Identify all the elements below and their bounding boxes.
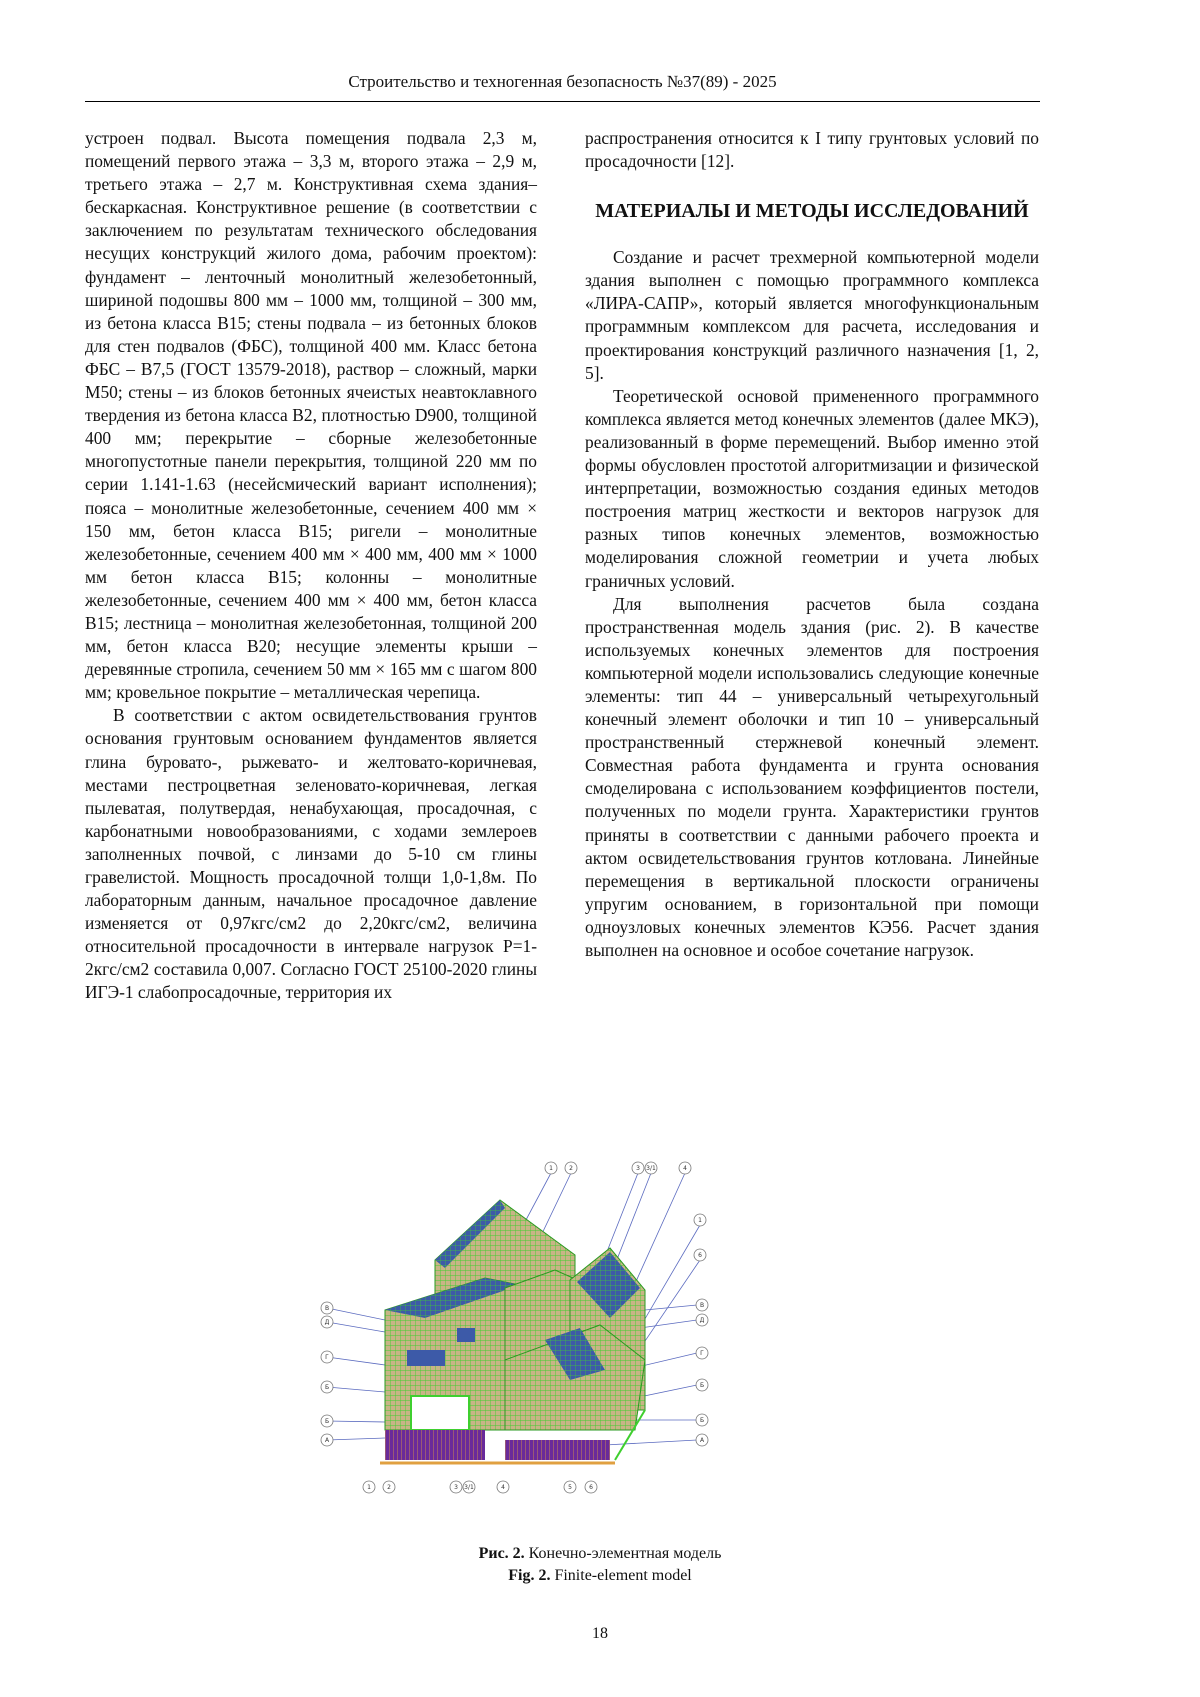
right-paragraph-2: Теоретической основой примененного программного комплекса является метод конечных элементов (далее МКЭ), реализованный в форме перемещений. Выбор именно этой формы обусловлен простотой алгоритмизации и физической интерпретации, возможностью создания единых методов построения матриц жесткости и векторов нагрузок для разных типов конечных элементов, возможностью моделирования сложной геометрии и учета любых граничных условий. bbox=[585, 385, 1039, 591]
axis-top-1: 1 bbox=[549, 1165, 553, 1172]
axis-bottom-6: 6 bbox=[589, 1484, 593, 1491]
left-paragraph-1: устроен подвал. Высота помещения подвала 2,3 м, помещений первого этажа – 3,3 м, второго этажа – 2,9 м, третьего этажа – 2,7 м. Конструктивная схема здания–бескаркасная. Конструктивное решение (в соответствии с заключением по результатам технического обследования несущих конструкций жилого дома, рабочим проектом): фундамент – ленточный монолитный железобетонный, шириной подошвы 800 мм – 1000 мм, толщиной – 300 мм, из бетона класса В15; стены подвала – из бетонных блоков для стен подвалов (ФБС), толщиной 400 мм. Класс бетона ФБС – В7,5 (ГОСТ 13579-2018), раствор – сложный, марки М50; стены – из блоков бетонных ячеистых неавтоклавного твердения из бетона класса В2, плотностью D900, толщиной 400 мм; перекрытие – сборные железобетонные многопустотные панели перекрытия, толщиной 220 мм по серии 1.141-1.63 (несейсмический вариант исполнения); пояса – монолитные железобетонные, сечением 400 мм × 150 мм, бетон класса В15; ригели – монолитные железобетонные, сечением 400 мм × 400 мм, 400 мм × 1000 мм бетон класса В15; колонны – монолитные железобетонные, сечением 400 мм × 400 мм, бетон класса В15; лестница – монолитная железобетонная, толщиной 200 мм, бетон класса В20; несущие элементы крыши – деревянные стропила, сечением 50 мм × 165 мм с шагом 800 мм; кровельное покрытие – металлическая черепица. bbox=[85, 128, 537, 703]
ground-floor-opening bbox=[411, 1396, 469, 1430]
axis-left-g: Г bbox=[325, 1354, 329, 1361]
axis-right-g: Г bbox=[700, 1350, 704, 1357]
axis-bottom-1: 1 bbox=[367, 1484, 371, 1491]
section-title: МАТЕРИАЛЫ И МЕТОДЫ ИССЛЕДОВАНИЙ bbox=[595, 200, 1029, 223]
axis-right-v: В bbox=[699, 1302, 705, 1309]
journal-header: Строительство и техногенная безопасность №37(89) - 2025 bbox=[348, 72, 777, 91]
axis-bottom-2: 2 bbox=[387, 1484, 391, 1491]
axis-right-d: Д bbox=[699, 1317, 705, 1324]
axis-bottom-4: 4 bbox=[501, 1484, 505, 1491]
caption-ru-text: Конечно-элементная модель bbox=[528, 1545, 722, 1562]
axis-top-4: 4 bbox=[683, 1165, 687, 1172]
axis-bottom-3-1: 3/1 bbox=[464, 1484, 474, 1491]
axis-top-3: 3 bbox=[636, 1165, 640, 1172]
window-middle bbox=[407, 1350, 445, 1366]
axis-left-a: А bbox=[324, 1437, 330, 1444]
caption-en-label: Fig. 2. bbox=[508, 1567, 551, 1584]
left-column bbox=[85, 127, 537, 1005]
window-upper bbox=[457, 1328, 475, 1342]
axis-bottom-3: 3 bbox=[454, 1484, 458, 1491]
right-paragraph-1: Создание и расчет трехмерной компьютерной модели здания выполнен с помощью программного комплекса «ЛИРА-САПР», который является многофункциональным программным комплексом для расчета, исследования и проектирования конструкций различного назначения [1, 2, 5]. bbox=[585, 247, 1039, 383]
axis-right-6: 6 bbox=[698, 1252, 702, 1259]
finite-element-model-figure bbox=[324, 1160, 775, 1520]
right-paragraph-3: Для выполнения расчетов была создана пространственная модель здания (рис. 2). В качестве используемых конечных элементов для построения компьютерной модели использовались следующие конечные элементы: тип 44 – универсальный четырехугольный конечный элемент оболочки и тип 10 – универсальный пространственный стержневой конечный элемент. Совместная работа фундамента и грунта основания смоделирована с использованием коэффициентов постели, полученных по модели грунта. Характеристики грунтов приняты в соответствии с данными рабочего проекта и актом освидетельствования грунтов котлована. Линейные перемещения в вертикальной плоскости ограничены упругим основанием, в горизонтальной при помощи одноузловых конечных элементов КЭ56. Расчет здания выполнен на основное и особое сочетание нагрузок. bbox=[585, 593, 1039, 960]
caption-ru-label: Рис. 2. bbox=[478, 1545, 525, 1562]
axis-right-b1: Б bbox=[699, 1382, 705, 1389]
right-column bbox=[585, 127, 1039, 962]
axis-right-b2: Б bbox=[699, 1417, 705, 1424]
foundation-left bbox=[385, 1430, 485, 1460]
figure-caption-ru bbox=[300, 1545, 900, 1563]
caption-en-text: Finite-element model bbox=[554, 1567, 692, 1584]
foundation-right bbox=[505, 1440, 610, 1460]
left-paragraph-2: В соответствии с актом освидетельствования грунтов основания грунтовым основанием фундаментов является глина буровато-, рыжевато- и желтовато-коричневая, местами пестроцветная зеленовато-коричневая, легкая пылеватая, полутвердая, ненабухающая, просадочная, с карбонатными новообразованиями, с ходами землероев заполненных почвой, с линзами до 5-10 см глины гравелистой. Мощность просадочной толщи 1,0-1,8м. По лабораторным данным, начальное просадочное давление изменяется от 0,97кгс/см2 до 2,20кгс/см2, величина относительной просадочности в интервале нагрузок Р=1-2кгс/см2 составила 0,007. Согласно ГОСТ 25100-2020 глины ИГЭ-1 слабопросадочные, территория их bbox=[85, 705, 537, 1003]
axis-left-v: В bbox=[324, 1305, 330, 1312]
header-rule bbox=[85, 101, 1040, 102]
axis-left-b1: Б bbox=[324, 1384, 330, 1391]
axis-left-b2: Б bbox=[324, 1418, 330, 1425]
axis-bottom-5: 5 bbox=[568, 1484, 572, 1491]
axis-top-2: 2 bbox=[569, 1165, 573, 1172]
figure-caption-en bbox=[300, 1567, 900, 1585]
axis-right-a: А bbox=[699, 1437, 705, 1444]
axis-left-d: Д bbox=[324, 1319, 330, 1326]
axis-top-3-1: 3/1 bbox=[646, 1165, 656, 1172]
page-number: 18 bbox=[592, 1625, 608, 1642]
right-paragraph-0: распространения относится к I типу грунтовых условий по просадочности [12]. bbox=[585, 128, 1039, 172]
axis-right-1: 1 bbox=[698, 1217, 702, 1224]
building-model-drawing bbox=[324, 1160, 775, 1520]
